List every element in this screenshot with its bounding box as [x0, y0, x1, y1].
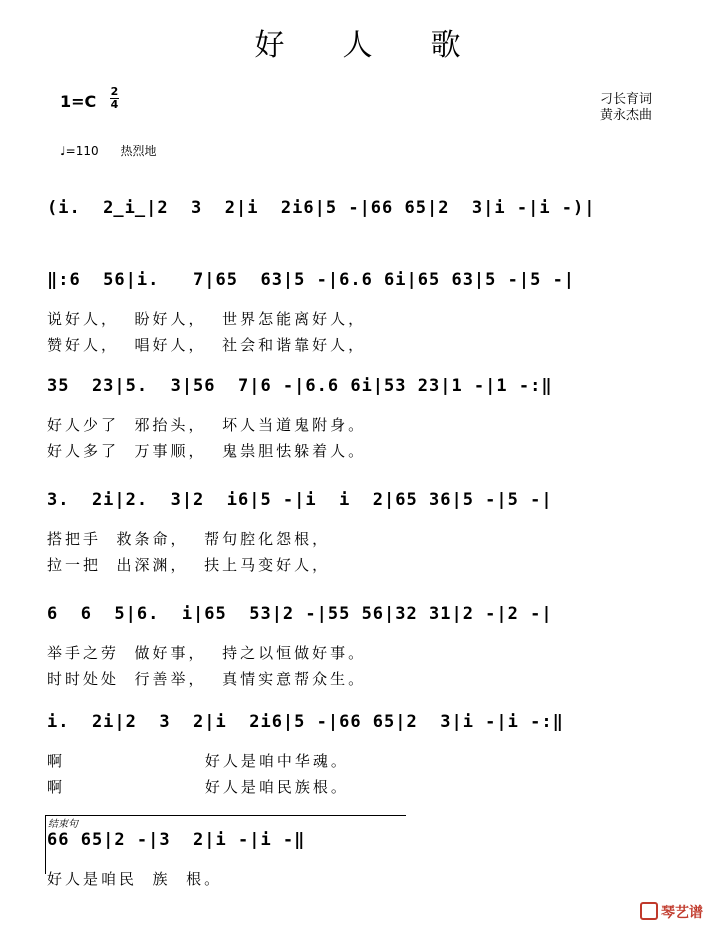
notation-line: 66 65|2 -|3 2|i -|i -‖: [47, 830, 306, 850]
lyric-line: 拉一把 出深渊， 扶上马变好人，: [47, 556, 331, 574]
lyric-line: 时时处处 行善举， 真情实意帮众生。: [47, 670, 367, 688]
score-row: [0, 712, 715, 812]
logo-icon: [640, 902, 658, 920]
lyricist: 刁长育词: [600, 92, 653, 107]
notation-line: i. 2i|2 3 2|i 2i6|5 -|66 65|2 3|i -|i -:‖: [47, 712, 564, 732]
site-logo: [640, 902, 703, 922]
lyric-line: 说好人， 盼好人， 世界怎能离好人，: [47, 310, 367, 328]
logo-text: 琴艺谱: [661, 905, 703, 921]
notation-line: 3. 2i|2. 3|2 i6|5 -|i i 2|65 36|5 -|5 -|: [47, 490, 553, 510]
lyric-line: 好人是咱民 族 根。: [47, 870, 223, 888]
key-signature: 1=C: [60, 92, 97, 111]
tempo-value: ♩=110: [60, 144, 99, 158]
lyric-line: 啊 好人是咱民族根。: [47, 778, 349, 796]
composer: 黄永杰曲: [600, 108, 653, 123]
notation-line: 35 23|5. 3|56 7|6 -|6.6 6i|53 23|1 -|1 -:‖: [47, 376, 553, 396]
ending-label: 结束句: [48, 819, 78, 830]
score-row: [0, 376, 715, 476]
time-signature: [110, 86, 119, 111]
notation-line: ‖:6 56|i. 7|65 63|5 -|6.6 6i|65 63|5 -|5 -|: [47, 270, 576, 290]
tempo-mark: [60, 142, 156, 159]
lyric-line: 搭把手 救条命， 帮句腔化怨根，: [47, 530, 331, 548]
score-row: [0, 490, 715, 590]
credits: [600, 92, 652, 124]
notation-line: (i. 2̲i̲|2 3 2|i 2i6|5 -|66 65|2 3|i -|i -)|: [47, 198, 596, 218]
notation-line: 6 6 5|6. i|65 53|2 -|55 56|32 31|2 -|2 -|: [47, 604, 553, 624]
song-title: 好人歌: [254, 28, 519, 63]
time-signature-bottom: 4: [110, 98, 119, 111]
lyric-line: 好人多了 万事顺， 鬼祟胆怯躲着人。: [47, 442, 367, 460]
lyric-line: 举手之劳 做好事， 持之以恒做好事。: [47, 644, 367, 662]
lyric-line: 赞好人， 唱好人， 社会和谐靠好人，: [47, 336, 367, 354]
score-row: [0, 270, 715, 370]
tempo-expression: 热烈地: [120, 144, 157, 158]
lyric-line: 好人少了 邪抬头， 坏人当道鬼附身。: [47, 416, 367, 434]
lyric-line: 啊 好人是咱中华魂。: [47, 752, 349, 770]
time-signature-top: 2: [110, 85, 119, 98]
score-row: [0, 830, 715, 930]
score-row: [0, 604, 715, 704]
